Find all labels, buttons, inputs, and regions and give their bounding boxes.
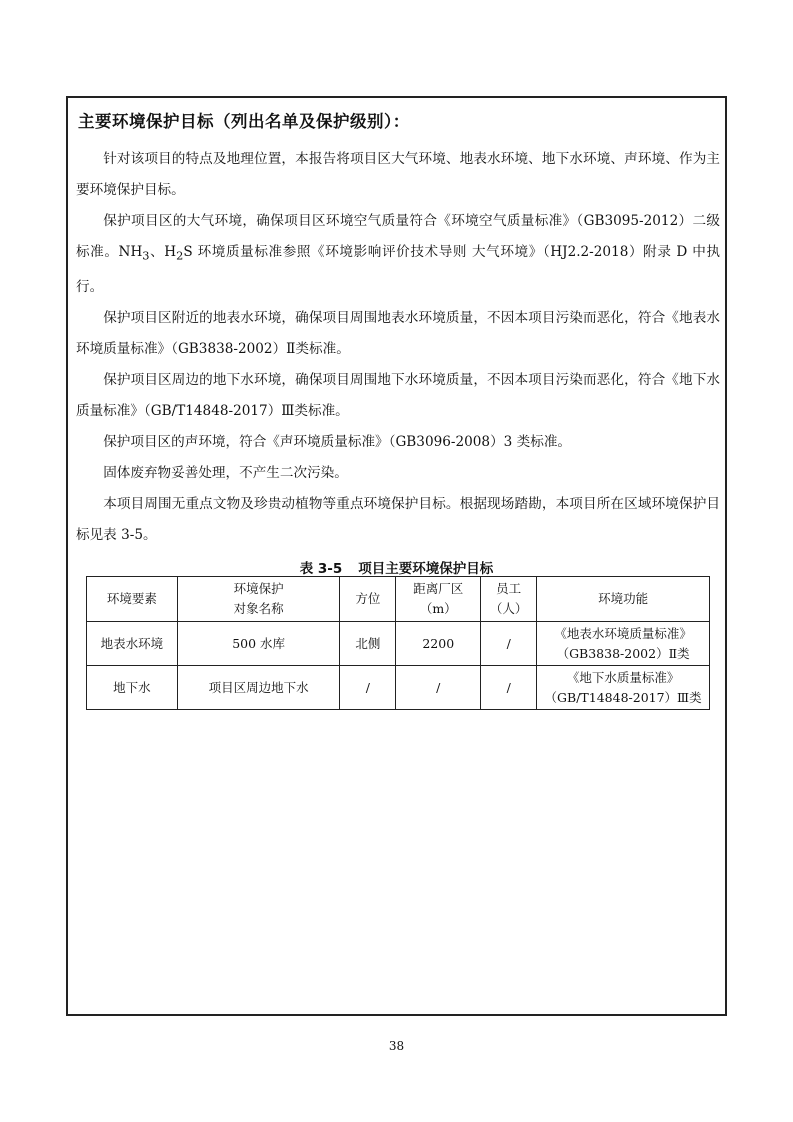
table-caption <box>68 557 725 577</box>
paragraph-7: 本项目周围无重点文物及珍贵动植物等重点环境保护目标。根据现场踏勘，本项目所在区域环境保护目标见表 3-5。 <box>76 495 720 543</box>
header-object: 环境保护 对象名称 <box>177 577 340 622</box>
table-row <box>87 666 710 710</box>
h2s-subscript: 2 <box>176 248 184 263</box>
paragraph-1: 针对该项目的特点及地理位置，本报告将项目区大气环境、地表水环境、地下水环境、声环境、作为主要环境保护目标。 <box>76 151 720 198</box>
protection-targets-table <box>86 576 710 710</box>
cell-direction: / <box>340 666 396 710</box>
content-frame <box>66 96 727 1016</box>
header-element: 环境要素 <box>87 577 178 622</box>
cell-staff: / <box>481 622 537 666</box>
table-caption-number: 表 3-5 <box>299 561 343 577</box>
paragraph-3: 保护项目区附近的地表水环境，确保项目周围地表水环境质量，不因本项目污染而恶化，符合《地表水环境质量标准》（GB3838-2002）Ⅱ类标准。 <box>76 309 720 357</box>
cell-direction: 北侧 <box>340 622 396 666</box>
cell-function: 《地表水环境质量标准》 （GB3838-2002）Ⅱ类 <box>537 622 710 666</box>
paragraph-2-part-a: 保护项目区的大气环境，确保项目区环境空气质量符合《环境空气质量标准》（GB3095-2012）二级标准。NH <box>76 213 720 260</box>
body-text <box>76 144 720 551</box>
header-function: 环境功能 <box>537 577 710 622</box>
paragraph-2 <box>76 206 720 303</box>
cell-distance: 2200 <box>396 622 481 666</box>
nh3-subscript: 3 <box>142 248 150 263</box>
header-direction: 方位 <box>340 577 396 622</box>
paragraph-4: 保护项目区周边的地下水环境，确保项目周围地下水环境质量，不因本项目污染而恶化，符合《地下水质量标准》（GB/T14848-2017）Ⅲ类标准。 <box>76 371 720 419</box>
cell-object: 500 水库 <box>177 622 340 666</box>
paragraph-6: 固体废弃物妥善处理，不产生二次污染。 <box>103 464 348 481</box>
paragraph-5: 保护项目区的声环境，符合《声环境质量标准》（GB3096-2008）3 类标准。 <box>103 433 572 450</box>
cell-staff: / <box>481 666 537 710</box>
cell-function: 《地下水质量标准》 （GB/T14848-2017）Ⅲ类 <box>537 666 710 710</box>
table-caption-title: 项目主要环境保护目标 <box>358 561 494 577</box>
paragraph-2-part-c: S 环境质量标准参照《环境影响评价技术导则 大气环境》（HJ2.2-2018）附录 D 中执行。 <box>76 244 721 295</box>
section-heading: 主要环境保护目标（列出名单及保护级别）： <box>78 112 410 131</box>
cell-element: 地表水环境 <box>87 622 178 666</box>
table-header-row <box>87 577 710 622</box>
table-row <box>87 622 710 666</box>
paragraph-2-part-b: 、H <box>149 244 177 260</box>
cell-element: 地下水 <box>87 666 178 710</box>
header-staff: 员工 （人） <box>481 577 537 622</box>
cell-object: 项目区周边地下水 <box>177 666 340 710</box>
cell-distance: / <box>396 666 481 710</box>
header-distance: 距离厂区 （m） <box>396 577 481 622</box>
page-number: 38 <box>388 1039 405 1053</box>
